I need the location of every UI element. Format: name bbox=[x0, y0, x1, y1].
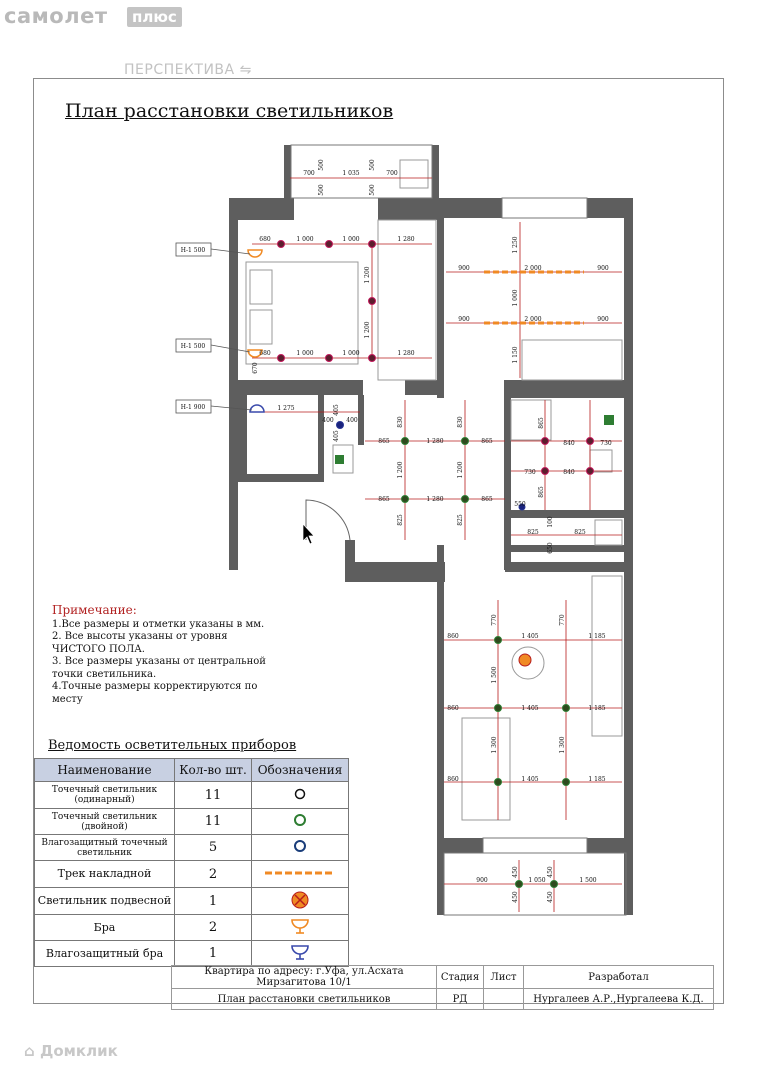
dim-label: 405 bbox=[333, 430, 340, 442]
dim-label: 1 280 bbox=[426, 438, 444, 445]
header-symbol: Обозначения bbox=[252, 759, 349, 782]
table-row bbox=[35, 888, 349, 915]
title-block-row bbox=[172, 966, 714, 989]
dim-label: 450 bbox=[547, 891, 554, 903]
wall bbox=[378, 198, 442, 220]
dim-label: 500 bbox=[369, 184, 376, 196]
spot-light bbox=[326, 241, 333, 248]
spot-light bbox=[278, 355, 285, 362]
cursor-icon bbox=[303, 524, 314, 544]
dim-label: 830 bbox=[457, 416, 464, 428]
row-name: Влагозащитный точечный светильник bbox=[35, 835, 175, 861]
dim-label: 900 bbox=[597, 316, 609, 323]
brand-watermark: самолет bbox=[4, 4, 108, 28]
row-name: Влагозащитный бра bbox=[35, 941, 175, 967]
dim-label: 550 bbox=[514, 501, 526, 508]
double-spot-light bbox=[495, 705, 502, 712]
spot-light bbox=[369, 355, 376, 362]
dim-label: 2 000 bbox=[524, 316, 542, 323]
spot-light bbox=[278, 241, 285, 248]
schedule-title: Ведомость осветительных приборов bbox=[48, 738, 297, 753]
dim-label: 500 bbox=[318, 184, 325, 196]
dim-label: 865 bbox=[481, 496, 493, 503]
green-ring-icon bbox=[252, 809, 349, 835]
dim-label: 900 bbox=[458, 316, 470, 323]
wall bbox=[229, 392, 247, 482]
brand-plus-badge: плюс bbox=[127, 7, 182, 27]
dim-label: 900 bbox=[458, 265, 470, 272]
table-row bbox=[35, 782, 349, 809]
dim-label: 770 bbox=[559, 614, 566, 626]
wall bbox=[437, 218, 444, 398]
note-line: месту bbox=[52, 693, 83, 705]
stamp-sheet bbox=[484, 989, 524, 1010]
sconce-icon bbox=[248, 250, 262, 257]
dim-label: 825 bbox=[457, 514, 464, 526]
double-spot-light bbox=[495, 779, 502, 786]
dim-label: 1 405 bbox=[521, 705, 539, 712]
dim-label: 1 280 bbox=[397, 350, 415, 357]
note-line: 1.Все размеры и отметки указаны в мм. bbox=[52, 618, 265, 630]
wall bbox=[358, 395, 364, 445]
row-qty: 11 bbox=[175, 782, 252, 809]
sconce-icon bbox=[252, 915, 349, 941]
page-title: План расстановки светильников bbox=[65, 100, 394, 122]
kitchen-counter bbox=[592, 576, 622, 736]
dim-label: 680 bbox=[259, 236, 271, 243]
spot-light bbox=[542, 468, 549, 475]
wall bbox=[345, 562, 445, 582]
height-tag-labels bbox=[181, 247, 206, 411]
stamp-stage-header: Стадия bbox=[437, 966, 484, 989]
dim-label: 865 bbox=[538, 417, 545, 429]
wet-sconce-icon bbox=[250, 405, 264, 412]
dim-label: 100 bbox=[547, 516, 554, 528]
dim-label: 700 bbox=[303, 170, 315, 177]
sink bbox=[595, 520, 622, 545]
dim-label: 1 050 bbox=[528, 877, 546, 884]
double-spot-light bbox=[551, 881, 558, 888]
wet-fixture-marker bbox=[335, 455, 344, 464]
dim-label: 450 bbox=[547, 866, 554, 878]
spot-light bbox=[587, 438, 594, 445]
dim-label: 860 bbox=[447, 776, 459, 783]
dim-label: 840 bbox=[563, 440, 575, 447]
sofa bbox=[462, 718, 510, 820]
dim-label: 500 bbox=[369, 159, 376, 171]
row-qty: 11 bbox=[175, 809, 252, 835]
dim-label: 450 bbox=[512, 891, 519, 903]
note-line: ЧИСТОГО ПОЛА. bbox=[52, 643, 145, 655]
schedule-table bbox=[34, 758, 349, 967]
double-spot-light bbox=[516, 881, 523, 888]
dim-label: 1 000 bbox=[342, 350, 360, 357]
dim-label: 1 280 bbox=[426, 496, 444, 503]
dim-label: 1 035 bbox=[342, 170, 360, 177]
dim-label: 1 000 bbox=[342, 236, 360, 243]
dim-label: 400 bbox=[322, 417, 334, 424]
spot-light bbox=[542, 438, 549, 445]
dim-label: 1 405 bbox=[521, 633, 539, 640]
double-spot-light bbox=[462, 496, 469, 503]
note-line: точки светильника. bbox=[52, 668, 157, 680]
dim-label: 840 bbox=[563, 469, 575, 476]
double-spot-light bbox=[402, 496, 409, 503]
note-line: 4.Точные размеры корректируются по bbox=[52, 681, 258, 692]
table-row bbox=[35, 835, 349, 861]
dim-label: 825 bbox=[527, 529, 539, 536]
dim-label: 900 bbox=[476, 877, 488, 884]
height-tag: Н-1 900 bbox=[180, 404, 206, 411]
stamp-stage: РД bbox=[437, 989, 484, 1010]
title-block bbox=[171, 965, 714, 1010]
pendant-fixture bbox=[519, 654, 531, 666]
wall bbox=[432, 145, 439, 200]
stamp-address: Квартира по адресу: г.Уфа, ул.Асхата Мирзагитова 10/1 bbox=[172, 966, 437, 989]
row-qty: 2 bbox=[175, 861, 252, 888]
dim-label: 1 405 bbox=[521, 776, 539, 783]
toilet bbox=[590, 450, 612, 472]
wall bbox=[437, 838, 483, 853]
stamp-developer-header: Разработал bbox=[524, 966, 714, 989]
spot-light bbox=[369, 241, 376, 248]
dim-label: 670 bbox=[252, 362, 259, 374]
bed bbox=[246, 262, 358, 364]
dim-label: 1 500 bbox=[579, 877, 597, 884]
height-tag: Н-1 500 bbox=[180, 247, 206, 254]
dim-label: 1 300 bbox=[491, 736, 498, 754]
row-name: Трек накладной bbox=[35, 861, 175, 888]
row-name: Точечный светильник (двойной) bbox=[35, 809, 175, 835]
stamp-developer: Нургалеев А.Р.,Нургалеева К.Д. bbox=[524, 989, 714, 1010]
header-name: Наименование bbox=[35, 759, 175, 782]
wall bbox=[405, 380, 437, 395]
dim-label: 1 185 bbox=[588, 776, 606, 783]
perspective-arrows-icon: ⇋ bbox=[239, 62, 252, 78]
dim-label: 1 150 bbox=[512, 346, 519, 364]
double-spot-light bbox=[495, 637, 502, 644]
row-qty: 1 bbox=[175, 941, 252, 967]
dim-label: 500 bbox=[318, 159, 325, 171]
dim-label: 1 200 bbox=[364, 321, 371, 339]
domclick-logo-icon: ⌂ bbox=[24, 1042, 35, 1060]
wet-fixture-marker bbox=[604, 415, 614, 425]
track-icon bbox=[252, 861, 349, 888]
stamp-plan-name: План расстановки светильников bbox=[172, 989, 437, 1010]
header-qty: Кол-во шт. bbox=[175, 759, 252, 782]
note-line: 3. Все размеры указаны от центральной bbox=[52, 656, 266, 667]
dim-label: 1 275 bbox=[277, 405, 295, 412]
title-block-row bbox=[172, 989, 714, 1010]
dim-label: 825 bbox=[397, 514, 404, 526]
pillow bbox=[250, 270, 272, 304]
double-spot-light bbox=[402, 438, 409, 445]
dim-label: 680 bbox=[259, 350, 271, 357]
dim-label: 1 185 bbox=[588, 633, 606, 640]
wall bbox=[505, 562, 633, 572]
row-qty: 2 bbox=[175, 915, 252, 941]
wall bbox=[437, 853, 444, 915]
wall bbox=[229, 198, 238, 570]
domclick-label: Домклик bbox=[39, 1042, 118, 1060]
row-name: Точечный светильник (одинарный) bbox=[35, 782, 175, 809]
dim-label: 730 bbox=[600, 440, 612, 447]
dim-label: 650 bbox=[547, 542, 554, 554]
pillow bbox=[250, 310, 272, 344]
bed-single bbox=[522, 340, 622, 380]
wall bbox=[626, 853, 633, 915]
stamp-sheet-header: Лист bbox=[484, 966, 524, 989]
spot-light bbox=[326, 355, 333, 362]
dim-label: 1 200 bbox=[364, 266, 371, 284]
dim-label: 2 000 bbox=[524, 265, 542, 272]
wall bbox=[229, 198, 294, 220]
dim-label: 1 000 bbox=[512, 289, 519, 307]
height-tag: Н-1 500 bbox=[180, 343, 206, 350]
table-row bbox=[35, 809, 349, 835]
dim-label: 400 bbox=[346, 417, 358, 424]
wet-spot-light bbox=[337, 422, 344, 429]
dim-label: 730 bbox=[524, 469, 536, 476]
dim-label: 900 bbox=[597, 265, 609, 272]
wall bbox=[238, 474, 318, 482]
table-row bbox=[35, 941, 349, 967]
table-row bbox=[35, 861, 349, 888]
dim-label: 1 200 bbox=[397, 461, 404, 479]
dim-label: 830 bbox=[397, 416, 404, 428]
dim-label: 1 200 bbox=[457, 461, 464, 479]
dim-label: 1 300 bbox=[559, 736, 566, 754]
dim-label: 405 bbox=[333, 404, 340, 416]
wall bbox=[318, 395, 324, 482]
dim-label: 1 185 bbox=[588, 705, 606, 712]
row-qty: 5 bbox=[175, 835, 252, 861]
row-qty: 1 bbox=[175, 888, 252, 915]
dim-label: 1 000 bbox=[296, 350, 314, 357]
wall bbox=[587, 838, 633, 853]
dim-label: 865 bbox=[481, 438, 493, 445]
wet-sconce-icon bbox=[252, 941, 349, 967]
dim-label: 865 bbox=[378, 438, 390, 445]
dim-label: 770 bbox=[491, 614, 498, 626]
double-spot-light bbox=[462, 438, 469, 445]
wall bbox=[504, 380, 511, 570]
spot-light bbox=[369, 298, 376, 305]
blue-ring-icon bbox=[252, 835, 349, 861]
dim-label: 865 bbox=[538, 486, 545, 498]
spot-light bbox=[587, 468, 594, 475]
pendant-icon bbox=[252, 888, 349, 915]
notes-block bbox=[52, 604, 292, 706]
wall bbox=[442, 198, 502, 218]
wall bbox=[504, 380, 632, 398]
dim-label: 1 000 bbox=[296, 236, 314, 243]
note-line: 2. Все высоты указаны от уровня bbox=[52, 631, 228, 642]
dim-label: 1 250 bbox=[512, 236, 519, 254]
domclick-watermark bbox=[24, 1042, 118, 1060]
row-name: Светильник подвесной bbox=[35, 888, 175, 915]
dim-label: 860 bbox=[447, 633, 459, 640]
dim-label: 450 bbox=[512, 866, 519, 878]
dim-label: 860 bbox=[447, 705, 459, 712]
perspective-label: ПЕРСПЕКТИВА bbox=[124, 62, 235, 78]
black-ring-icon bbox=[252, 782, 349, 809]
balcony-chair bbox=[400, 160, 428, 188]
row-name: Бра bbox=[35, 915, 175, 941]
wall bbox=[511, 510, 631, 518]
double-spot-light bbox=[563, 779, 570, 786]
dim-label: 1 500 bbox=[491, 666, 498, 684]
double-spot-light bbox=[563, 705, 570, 712]
wall bbox=[511, 545, 631, 552]
wall bbox=[238, 380, 363, 395]
dim-label: 865 bbox=[378, 496, 390, 503]
dim-label: 825 bbox=[574, 529, 586, 536]
schedule-header-row bbox=[35, 759, 349, 782]
dim-label: 700 bbox=[386, 170, 398, 177]
dim-label: 1 280 bbox=[397, 236, 415, 243]
notes-title: Примечание: bbox=[52, 603, 137, 617]
table-row bbox=[35, 915, 349, 941]
